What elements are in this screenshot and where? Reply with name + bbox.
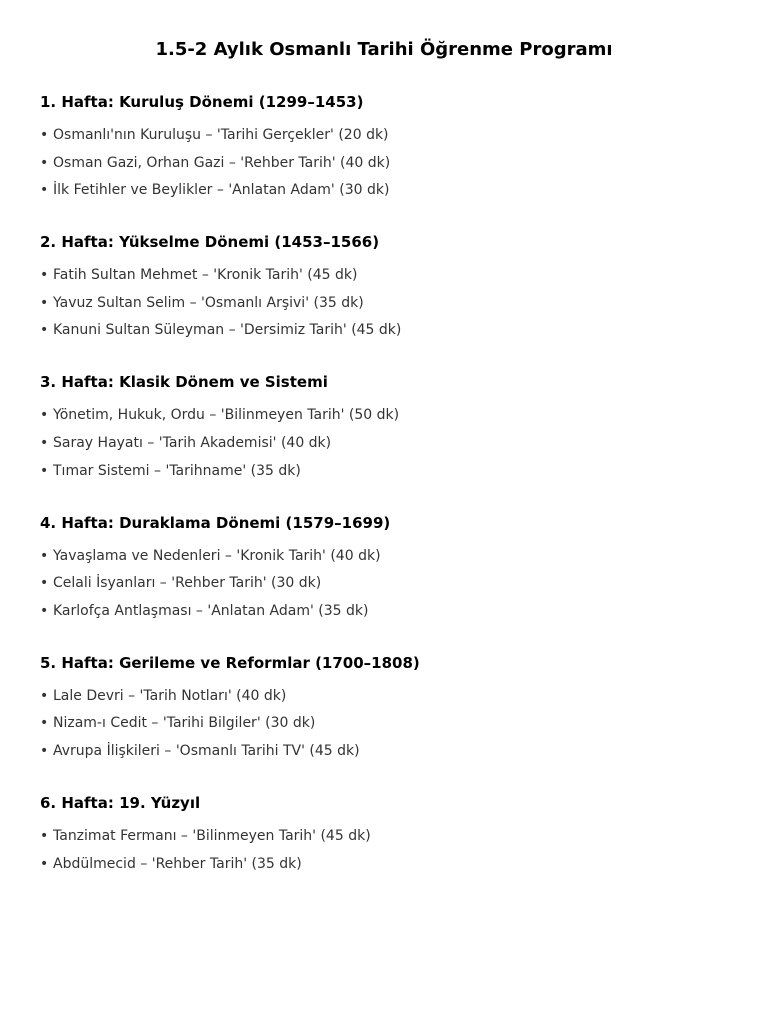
list-item-text: Kanuni Sultan Süleyman – 'Dersimiz Tarih' (45 dk) bbox=[53, 322, 402, 339]
week-section bbox=[40, 92, 728, 200]
list-item-text: Lale Devri – 'Tarih Notları' (40 dk) bbox=[53, 687, 287, 704]
list-item-text: Fatih Sultan Mehmet – 'Kronik Tarih' (45 dk) bbox=[53, 267, 358, 284]
list-item-text: Abdülmecid – 'Rehber Tarih' (35 dk) bbox=[53, 855, 302, 872]
list-item-text: Avrupa İlişkileri – 'Osmanlı Tarihi TV' (45 dk) bbox=[53, 742, 360, 759]
list-item bbox=[40, 741, 728, 761]
bullet-icon: • bbox=[40, 715, 49, 732]
week-section bbox=[40, 653, 728, 761]
week-item-list bbox=[40, 125, 728, 200]
week-heading: 6. Hafta: 19. Yüzyıl bbox=[40, 793, 201, 812]
week-section bbox=[40, 232, 728, 340]
bullet-icon: • bbox=[40, 547, 49, 564]
bullet-icon: • bbox=[40, 182, 49, 199]
week-heading: 1. Hafta: Kuruluş Dönemi (1299–1453) bbox=[40, 93, 364, 111]
bullet-icon: • bbox=[40, 322, 49, 339]
list-item bbox=[40, 433, 728, 453]
list-item bbox=[40, 573, 728, 593]
week-section bbox=[40, 372, 728, 480]
week-heading: 2. Hafta: Yükselme Dönemi (1453–1566) bbox=[40, 233, 380, 252]
week-heading: 3. Hafta: Klasik Dönem ve Sistemi bbox=[40, 373, 328, 392]
list-item-text: Tımar Sistemi – 'Tarihname' (35 dk) bbox=[53, 462, 301, 479]
list-item-text: Osman Gazi, Orhan Gazi – 'Rehber Tarih' (40 dk) bbox=[53, 154, 391, 171]
list-item-text: Karlofça Antlaşması – 'Anlatan Adam' (35 dk) bbox=[53, 602, 369, 619]
list-item bbox=[40, 826, 728, 846]
bullet-icon: • bbox=[40, 127, 49, 143]
list-item bbox=[40, 546, 728, 566]
list-item bbox=[40, 713, 728, 733]
week-item-list bbox=[40, 686, 728, 761]
list-item-text: Tanzimat Fermanı – 'Bilinmeyen Tarih' (45 dk) bbox=[53, 827, 371, 844]
week-item-list bbox=[40, 265, 728, 340]
bullet-icon: • bbox=[40, 154, 49, 171]
list-item-text: Celali İsyanları – 'Rehber Tarih' (30 dk) bbox=[53, 575, 322, 592]
list-item bbox=[40, 601, 728, 621]
list-item-text: Osmanlı'nın Kuruluşu – 'Tarihi Gerçekler' (20 dk) bbox=[53, 127, 389, 143]
bullet-icon: • bbox=[40, 575, 49, 592]
list-item bbox=[40, 180, 728, 200]
bullet-icon: • bbox=[40, 827, 49, 844]
list-item bbox=[40, 153, 728, 173]
week-heading: 4. Hafta: Duraklama Dönemi (1579–1699) bbox=[40, 513, 391, 532]
bullet-icon: • bbox=[40, 687, 49, 704]
bullet-icon: • bbox=[40, 602, 49, 619]
week-item-list bbox=[40, 405, 728, 480]
bullet-icon: • bbox=[40, 855, 49, 872]
document-title: 1.5-2 Aylık Osmanlı Tarihi Öğrenme Programı bbox=[155, 39, 613, 60]
weeks-list bbox=[40, 92, 728, 874]
list-item-text: Yavuz Sultan Selim – 'Osmanlı Arşivi' (35 dk) bbox=[53, 294, 364, 311]
list-item bbox=[40, 405, 728, 425]
list-item bbox=[40, 686, 728, 706]
list-item-text: Saray Hayatı – 'Tarih Akademisi' (40 dk) bbox=[53, 434, 332, 451]
week-heading: 5. Hafta: Gerileme ve Reformlar (1700–1808) bbox=[40, 653, 420, 672]
list-item-text: Nizam-ı Cedit – 'Tarihi Bilgiler' (30 dk) bbox=[53, 715, 316, 732]
list-item-text: İlk Fetihler ve Beylikler – 'Anlatan Adam' (30 dk) bbox=[53, 182, 390, 199]
bullet-icon: • bbox=[40, 294, 49, 311]
list-item bbox=[40, 320, 728, 340]
week-section bbox=[40, 793, 728, 874]
bullet-icon: • bbox=[40, 407, 49, 424]
list-item bbox=[40, 461, 728, 481]
list-item bbox=[40, 125, 728, 145]
bullet-icon: • bbox=[40, 742, 49, 759]
list-item-text: Yönetim, Hukuk, Ordu – 'Bilinmeyen Tarih' (50 dk) bbox=[53, 407, 400, 424]
bullet-icon: • bbox=[40, 267, 49, 284]
list-item bbox=[40, 293, 728, 313]
list-item bbox=[40, 854, 728, 874]
bullet-icon: • bbox=[40, 462, 49, 479]
week-section bbox=[40, 513, 728, 621]
bullet-icon: • bbox=[40, 434, 49, 451]
week-item-list bbox=[40, 546, 728, 621]
list-item bbox=[40, 265, 728, 285]
list-item-text: Yavaşlama ve Nedenleri – 'Kronik Tarih' (40 dk) bbox=[53, 547, 381, 564]
week-item-list bbox=[40, 826, 728, 874]
